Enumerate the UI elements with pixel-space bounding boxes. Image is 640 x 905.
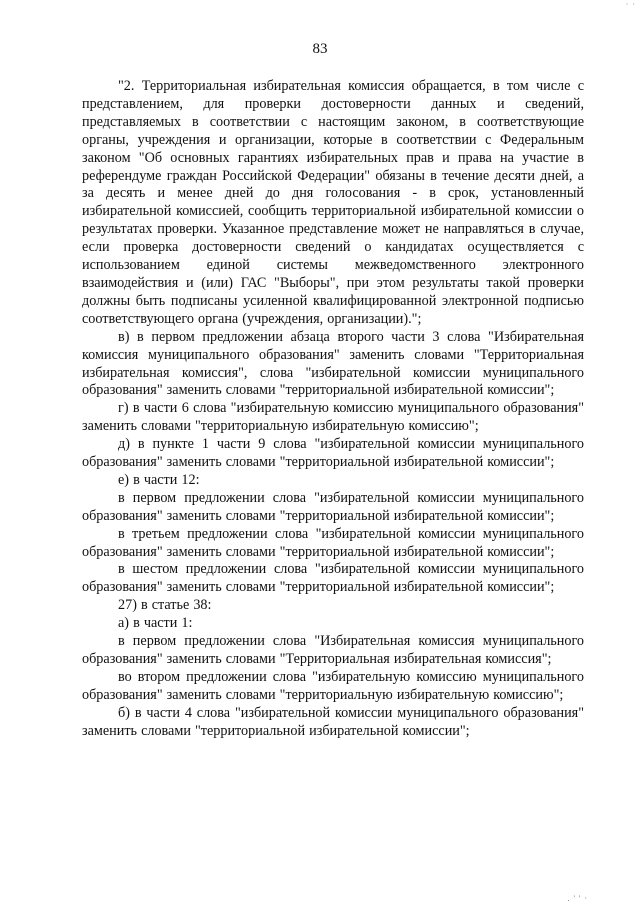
scan-mark-bottom: . ' ' · (567, 894, 588, 903)
page-number: 83 (312, 41, 328, 57)
paragraph-clause-2: "2. Территориальная избирательная комиссия обращается, в том числе с представлением, для проверки достоверности данных и сведений, представляемых в соответствии с настоящим законом, в соответствующие органы, учреждения и организации, которые в соответствии с Федеральным законом "Об основных гарантиях избирательных прав и права на участие в референдуме граждан Российской Федерации" обязаны в течение десяти дней, а за десять и менее дней до дня голосования - в срок, установленный избирательной комиссией, сообщить территориальной избирательной комиссии о результатах проверки. Указанное представление может не направляться в случае, если проверка достоверности сведений о кандидатах осуществляется с использованием единой системы межведомственного электронного взаимодействия и (или) ГАС "Выборы", при этом результаты такой проверки должны быть подписаны усиленной квалифицированной электронной подписью соответствующего органа (учреждения, организации)."; (82, 78, 584, 327)
paragraph-item-b: б) в части 4 слова "избирательной комиссии муниципального образования" заменить словами "территориальной избирательной комиссии"; (82, 704, 584, 739)
paragraph-item-d: д) в пункте 1 части 9 слова "избирательной комиссии муниципального образования" заменить словами "территориальной избирательной комиссии"; (82, 436, 584, 471)
paragraph-a-first-sentence: в первом предложении слова "Избирательная комиссия муниципального образования" заменить словами "Территориальная избирательная комиссия"; (82, 633, 584, 667)
document-body (82, 78, 584, 741)
paragraph-third-sentence: в третьем предложении слова "избирательной комиссии муниципального образования" заменить словами "территориальной избирательной комиссии"; (82, 525, 584, 560)
paragraph-sixth-sentence: в шестом предложении слова "избирательной комиссии муниципального образования" заменить словами "территориальной избирательной комиссии"; (82, 561, 584, 596)
paragraph-article-38: 27) в статье 38: (118, 597, 212, 614)
paragraph-item-g: г) в части 6 слова "избирательную комиссию муниципального образования" заменить словами "территориальную избирательную комиссию"; (82, 400, 584, 435)
paragraph-item-e: е) в части 12: (118, 471, 200, 488)
paragraph-item-v: в) в первом предложении абзаца второго части 3 слова "Избирательная комиссия муниципального образования" заменить словами "Территориальная избирательная комиссия", слова "избирательной комиссии муниципального образования" заменить словами "территориальной избирательной комиссии"; (82, 328, 584, 399)
paragraph-a-second-sentence: во втором предложении слова "избирательную комиссию муниципального образования" заменить словами "территориальную избирательную комиссию"; (82, 668, 584, 703)
paragraph-first-sentence: в первом предложении слова "избирательной комиссии муниципального образования" заменить словами "территориальной избирательной комиссии"; (82, 489, 584, 524)
scan-mark-top: · · (625, 0, 636, 9)
paragraph-item-a: а) в части 1: (118, 615, 193, 632)
